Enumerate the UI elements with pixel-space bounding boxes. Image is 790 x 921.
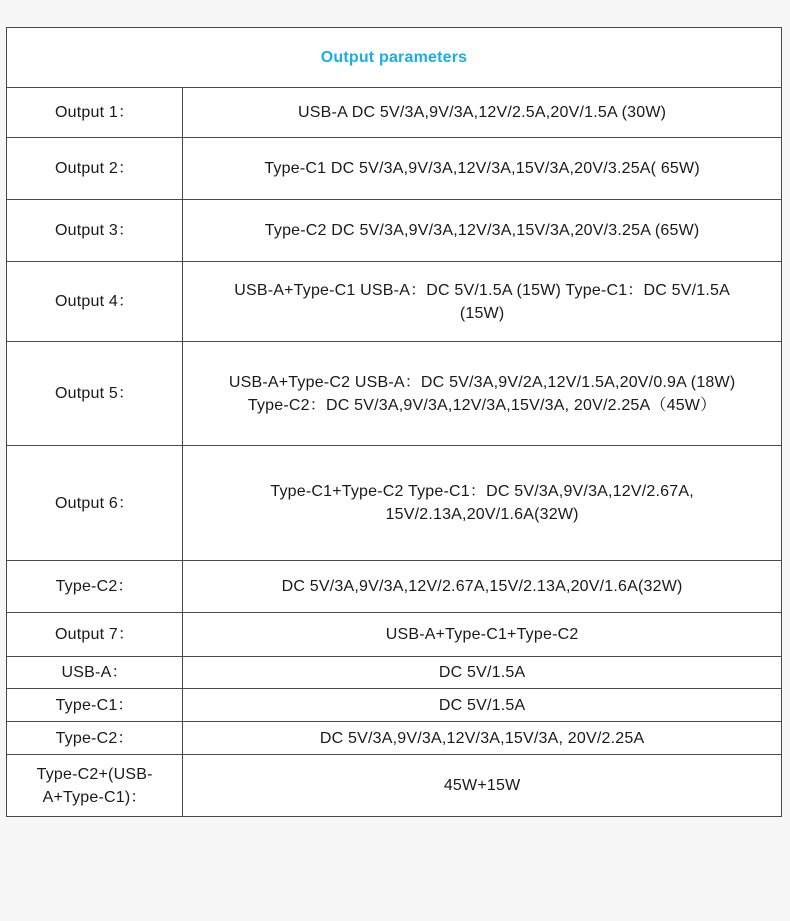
row-label-line: Output 5： bbox=[55, 385, 135, 402]
row-label bbox=[7, 262, 183, 342]
table-body bbox=[7, 88, 782, 817]
row-value-line: Type-C1 DC 5V/3A,9V/3A,12V/3A,15V/3A,20V/3.25A( 65W) bbox=[264, 160, 700, 177]
row-label-line: Type-C1： bbox=[55, 696, 134, 714]
row-value-line: USB-A+Type-C2 USB-A：DC 5V/3A,9V/2A,12V/1.5A,20V/0.9A (18W) bbox=[228, 373, 736, 391]
row-label-line: Output 3： bbox=[55, 222, 135, 239]
row-label bbox=[7, 689, 183, 722]
row-label-line: Type-C2： bbox=[55, 729, 134, 747]
row-value bbox=[183, 657, 782, 689]
row-value-line: DC 5V/3A,9V/3A,12V/2.67A,15V/2.13A,20V/1.6A(32W) bbox=[281, 578, 683, 595]
row-value bbox=[183, 755, 782, 817]
row-value bbox=[183, 88, 782, 138]
row-value bbox=[183, 262, 782, 342]
row-label bbox=[7, 722, 183, 755]
row-value bbox=[183, 342, 782, 446]
row-value-line: USB-A+Type-C1 USB-A：DC 5V/1.5A (15W) Type-C1：DC 5V/1.5A bbox=[234, 281, 730, 299]
table-row bbox=[7, 342, 782, 446]
row-label-line: Type-C2+(USB- bbox=[36, 765, 153, 783]
row-label bbox=[7, 200, 183, 262]
row-label-line: Output 6： bbox=[55, 494, 135, 512]
row-value bbox=[183, 613, 782, 657]
row-value bbox=[183, 689, 782, 722]
table-row bbox=[7, 689, 782, 722]
row-label-line: Output 1： bbox=[55, 104, 135, 121]
row-value-line: USB-A DC 5V/3A,9V/3A,12V/2.5A,20V/1.5A (30W) bbox=[298, 104, 667, 121]
row-label-line: Type-C2： bbox=[55, 578, 134, 595]
row-value-line: Type-C2：DC 5V/3A,9V/3A,12V/3A,15V/3A, 20V/2.25A（45W） bbox=[247, 396, 717, 414]
row-value bbox=[183, 138, 782, 200]
row-label bbox=[7, 613, 183, 657]
table-row bbox=[7, 262, 782, 342]
row-label bbox=[7, 88, 183, 138]
row-value bbox=[183, 561, 782, 613]
output-parameters-table bbox=[6, 27, 782, 817]
row-label bbox=[7, 657, 183, 689]
table-row bbox=[7, 200, 782, 262]
row-value-line: 45W+15W bbox=[443, 777, 521, 794]
table-row bbox=[7, 138, 782, 200]
row-label-line: Output 2： bbox=[55, 160, 135, 177]
table-row bbox=[7, 561, 782, 613]
row-label-line: A+Type-C1)： bbox=[42, 788, 147, 806]
row-value bbox=[183, 722, 782, 755]
table-row bbox=[7, 722, 782, 755]
row-label-line: Output 4： bbox=[55, 293, 135, 310]
row-label bbox=[7, 138, 183, 200]
row-value bbox=[183, 446, 782, 561]
row-value-line: Type-C2 DC 5V/3A,9V/3A,12V/3A,15V/3A,20V/3.25A (65W) bbox=[264, 222, 700, 239]
row-label bbox=[7, 561, 183, 613]
title-row bbox=[7, 28, 782, 88]
table-title: Output parameters bbox=[7, 28, 782, 88]
row-value-line: DC 5V/1.5A bbox=[438, 664, 526, 681]
row-label-line: Output 7： bbox=[55, 626, 135, 643]
row-label bbox=[7, 342, 183, 446]
row-value-line: 15V/2.13A,20V/1.6A(32W) bbox=[385, 506, 579, 523]
row-label bbox=[7, 446, 183, 561]
table-row bbox=[7, 88, 782, 138]
row-value-line: Type-C1+Type-C2 Type-C1：DC 5V/3A,9V/3A,12V/2.67A, bbox=[270, 483, 694, 500]
row-label-line: USB-A： bbox=[61, 664, 128, 681]
row-value-line: USB-A+Type-C1+Type-C2 bbox=[385, 626, 579, 643]
row-value-line: (15W) bbox=[459, 304, 505, 322]
row-label bbox=[7, 755, 183, 817]
row-value-line: DC 5V/1.5A bbox=[438, 696, 526, 714]
row-value bbox=[183, 200, 782, 262]
table-row bbox=[7, 613, 782, 657]
row-value-line: DC 5V/3A,9V/3A,12V/3A,15V/3A, 20V/2.25A bbox=[319, 729, 645, 747]
table-row bbox=[7, 446, 782, 561]
table-row bbox=[7, 755, 782, 817]
table-row bbox=[7, 657, 782, 689]
